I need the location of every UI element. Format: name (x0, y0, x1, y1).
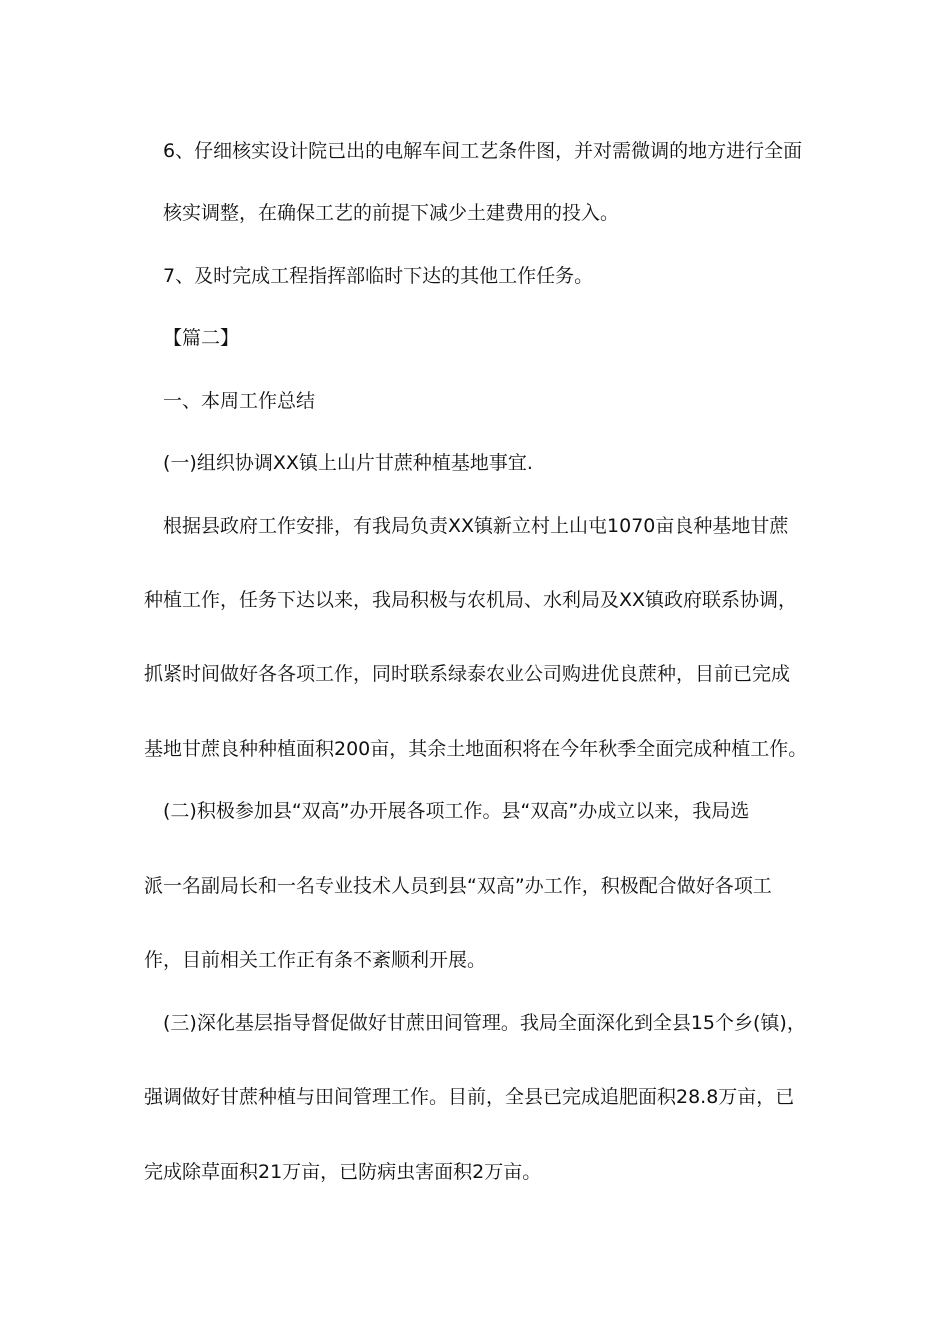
paragraph-item-6-line-1: 6、仔细核实设计院已出的电解车间工艺条件图，并对需微调的地方进行全面 (163, 140, 803, 162)
paragraph-one-line-1: 根据县政府工作安排，有我局负责XX镇新立村上山屯1070亩良种基地甘蔗 (163, 515, 789, 537)
paragraph-three-line-1: (三)深化基层指导督促做好甘蔗田间管理。我局全面深化到全县15个乡(镇)， (163, 1012, 806, 1034)
paragraph-three-line-2: 强调做好甘蔗种植与田间管理工作。目前，全县已完成追肥面积28.8万亩，已 (144, 1086, 795, 1108)
section-heading-part-two: 【篇二】 (163, 327, 240, 349)
paragraph-two-line-3: 作，目前相关工作正有条不紊顺利开展。 (144, 949, 487, 971)
paragraph-item-7: 7、及时完成工程指挥部临时下达的其他工作任务。 (163, 265, 594, 287)
paragraph-three-line-3: 完成除草面积21万亩，已防病虫害面积2万亩。 (144, 1161, 542, 1183)
paragraph-one-line-4: 基地甘蔗良种种植面积200亩，其余土地面积将在今年秋季全面完成种植工作。 (144, 738, 808, 760)
subheading-one: (一)组织协调XX镇上山片甘蔗种植基地事宜. (163, 452, 533, 474)
paragraph-one-line-2: 种植工作，任务下达以来，我局积极与农机局、水利局及XX镇政府联系协调， (144, 589, 798, 611)
heading-weekly-summary: 一、本周工作总结 (163, 390, 316, 412)
paragraph-one-line-3: 抓紧时间做好各各项工作，同时联系绿泰农业公司购进优良蔗种，目前已完成 (144, 663, 791, 685)
paragraph-two-line-2: 派一名副局长和一名专业技术人员到县“双高”办工作，积极配合做好各项工 (144, 875, 772, 897)
paragraph-two-line-1: (二)积极参加县“双高”办开展各项工作。县“双高”办成立以来，我局选 (163, 800, 750, 822)
paragraph-item-6-line-2: 核实调整，在确保工艺的前提下减少土建费用的投入。 (163, 202, 620, 224)
